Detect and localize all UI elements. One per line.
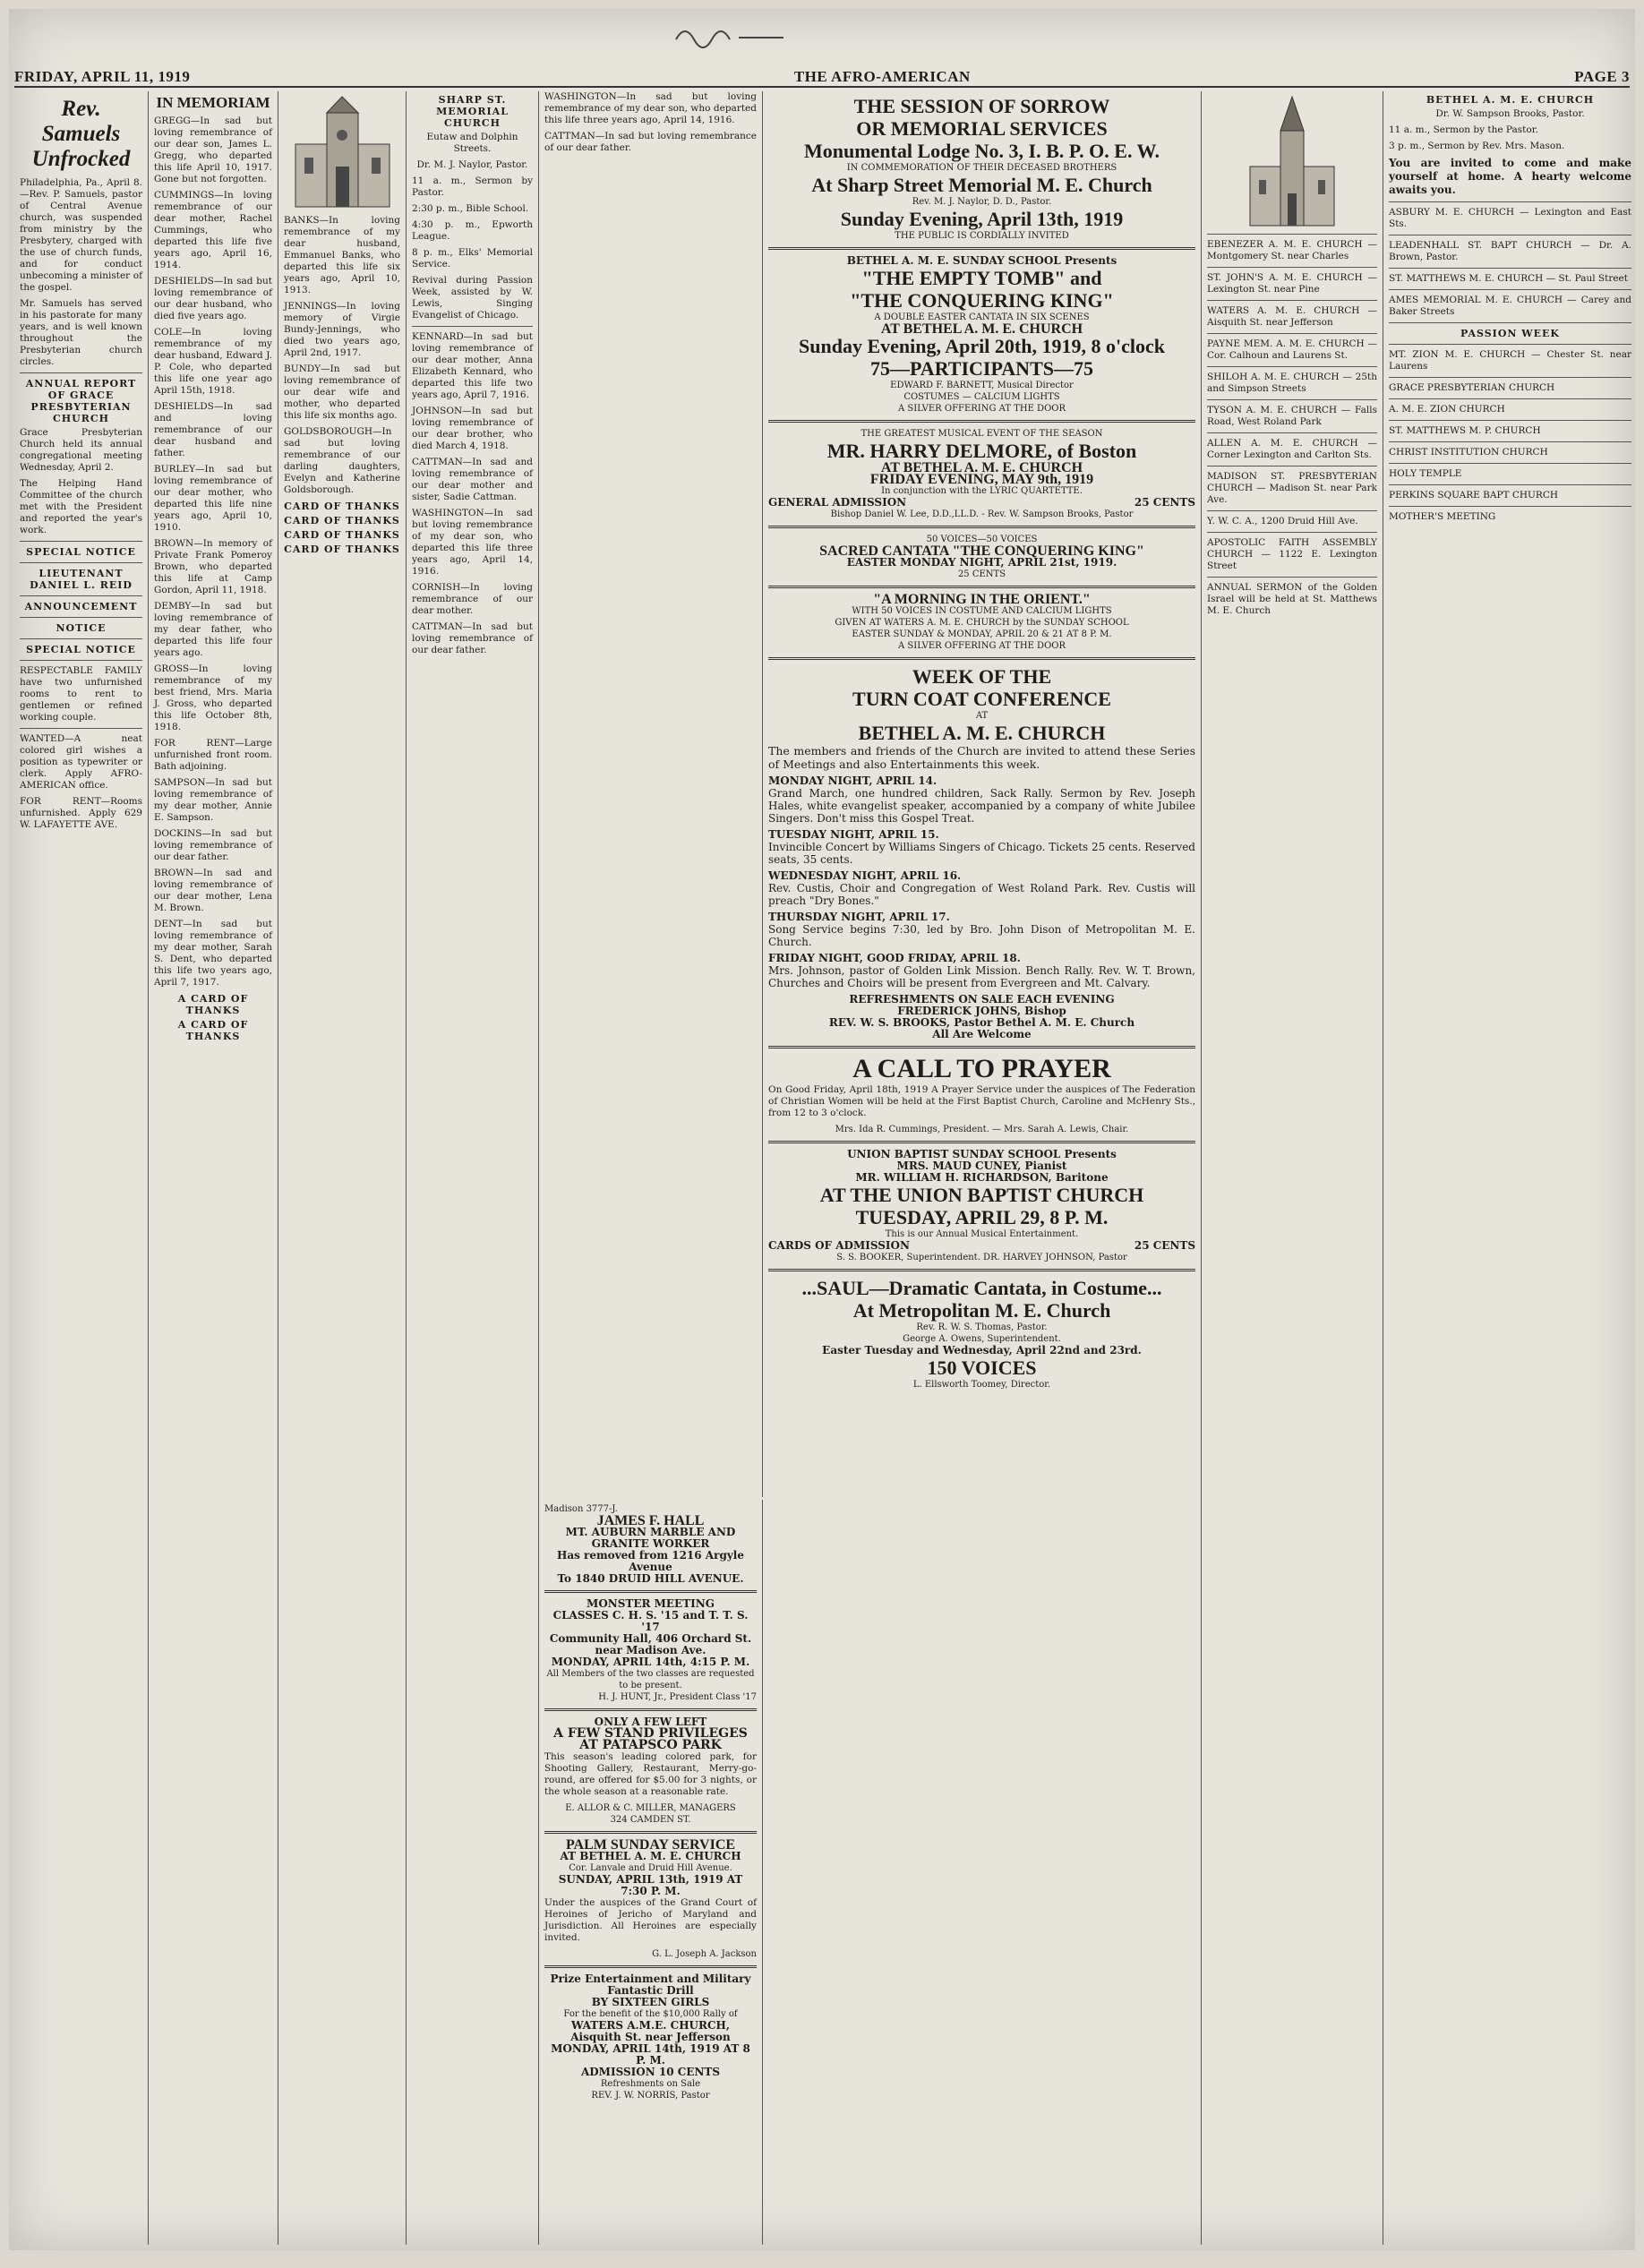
church-engraving-icon (287, 95, 398, 211)
masthead-paper: THE AFRO-AMERICAN (793, 68, 971, 85)
tc-tue-b: Invincible Concert by Williams Singers of Chicago. Tickets 25 cents. Reserved seats, 35 cents. (768, 841, 1195, 866)
col4-p0: KENNARD—In sad but loving remembrance of our dear mother, Anna Elizabeth Kennard, who departed this life two years ago, April 7, 1916. (412, 331, 533, 400)
col1-p12: FOR RENT—Rooms unfurnished. Apply 629 W. LAFAYETTE AVE. (20, 796, 142, 830)
col1-p4: The Helping Hand Committee of the church met with the President and reported the year's work. (20, 478, 142, 535)
col2-p10: SAMPSON—In sad but loving remembrance of my dear mother, Annie E. Sampson. (154, 777, 272, 823)
bss-l5: AT BETHEL A. M. E. CHURCH (880, 321, 1083, 337)
col8-i11: PERKINS SQUARE BAPT CHURCH (1389, 490, 1559, 501)
col7-i2: WATERS A. M. E. CHURCH — Aisquith St. near Jefferson (1207, 305, 1377, 328)
sorrow-l6: Rev. M. J. Naylor, D. D., Pastor. (912, 197, 1052, 207)
tc-l2: TURN COAT CONFERENCE (852, 688, 1111, 710)
in-memoriam-head: IN MEMORIAM (156, 94, 270, 111)
tc-mon-b: Grand March, one hundred children, Sack Rally. Sermon by Rev. Joseph Hales, white evangelist speaker, accompanied by a company of white Jubilee Singers. Don't miss this Gospel Treat. (768, 787, 1195, 825)
prize-church: WATERS A.M.E. CHURCH, Aisquith St. near Jefferson (570, 2019, 731, 2043)
union-ad (768, 1149, 1195, 1263)
col8-i10: HOLY TEMPLE (1389, 468, 1462, 479)
palm-addr: Cor. Lanvale and Druid Hill Avenue. (569, 1863, 732, 1873)
un-l7: CARDS OF ADMISSION (768, 1239, 910, 1252)
col8-i5: MT. ZION M. E. CHURCH — Chester St. near Laurens (1389, 349, 1631, 372)
palm-sign: G. L. Joseph A. Jackson (652, 1949, 757, 1959)
column-8 (1383, 91, 1635, 2245)
col7-i9: APOSTOLIC FAITH ASSEMBLY CHURCH — 1122 E. Lexington Street (1207, 537, 1377, 571)
prize-title: Prize Entertainment and Military Fantastic Drill (550, 1973, 751, 1997)
palm-where: AT BETHEL A. M. E. CHURCH (560, 1850, 741, 1862)
col1-h-report: ANNUAL REPORT OF GRACE PRESBYTERIAN CHURCH (25, 378, 137, 424)
saul-l7: L. Ellsworth Toomey, Director. (912, 1380, 1051, 1390)
stand-addr: 324 CAMDEN ST. (610, 1815, 691, 1825)
monster-ad (544, 1598, 757, 1703)
del-l4: FRIDAY EVENING, MAY 9th, 1919 (869, 472, 1094, 487)
col4-p5: CATTMAN—In sad but loving remembrance of our dear father. (412, 621, 533, 655)
sorrow-l1: THE SESSION OF SORROW (853, 95, 1110, 117)
hall-trade: MT. AUBURN MARBLE AND GRANITE WORKER (565, 1526, 736, 1550)
stand-body: This season's leading colored park, for Shooting Gallery, Restaurant, Merry-go-round, are offered for $5.00 for 3 nights, or the whole season at a reasonable rate. (544, 1751, 757, 1797)
col2-p6: BROWN—In memory of Private Frank Pomeroy Brown, who departed this life at Camp Gordon, April 11, 1918. (154, 538, 272, 595)
masthead (14, 64, 1630, 88)
sorrow-l7: Sunday Evening, April 13th, 1919 (840, 208, 1124, 230)
hall-ad (544, 1503, 757, 1585)
bss-l8: EDWARD F. BARNETT, Musical Director (890, 381, 1074, 390)
bss-l7: 75—PARTICIPANTS—75 (870, 357, 1093, 380)
palm-body: Under the auspices of the Grand Court of Heroines of Jericho of Maryland and Jurisdiction. All Heroines are especially invited. (544, 1897, 757, 1943)
church-steeple-icon (1243, 95, 1341, 229)
del-l5: In conjunction with the LYRIC QUARTETTE. (881, 486, 1083, 496)
col2-p11: DOCKINS—In sad but loving remembrance of our dear father. (154, 828, 272, 862)
col3-card1: CARD OF THANKS (284, 501, 400, 512)
prayer-ad (768, 1054, 1195, 1135)
col4-p1: JOHNSON—In sad but loving remembrance of our dear brother, who died March 4, 1918. (412, 406, 533, 451)
col3-card3: CARD OF THANKS (284, 529, 400, 541)
tc-wed-b: Rev. Custis, Choir and Congregation of West Roland Park. Rev. Custis will preach "Dry Bones." (768, 882, 1195, 907)
tc-l4: BETHEL A. M. E. CHURCH (858, 722, 1106, 744)
col8-i9: CHRIST INSTITUTION CHURCH (1389, 447, 1548, 458)
un-l2: MRS. MAUD CUNEY, Pianist (896, 1160, 1067, 1172)
col1-p0: Philadelphia, Pa., April 8.—Rev. P. Samuels, pastor of Central Avenue church, was suspended from ministry by the Presbytery, charged with the use of church funds, and for conduct unbecoming a minister of the gospel. (20, 177, 142, 293)
un-l4: AT THE UNION BAPTIST CHURCH (819, 1184, 1144, 1206)
col8-i1: LEADENHALL ST. BAPT CHURCH — Dr. A. Brown, Pastor. (1389, 240, 1631, 262)
col8-i8: ST. MATTHEWS M. P. CHURCH (1389, 425, 1541, 436)
saul-ad (768, 1277, 1195, 1391)
ori-l5: A SILVER OFFERING AT THE DOOR (898, 641, 1066, 651)
prize-when: MONDAY, APRIL 14th, 1919 AT 8 P. M. (551, 2042, 750, 2067)
col8-i3: AMES MEMORIAL M. E. CHURCH — Carey and Baker Streets (1389, 295, 1631, 317)
sac-l1: 50 VOICES—50 VOICES (926, 535, 1038, 544)
orient-ad (768, 594, 1195, 652)
bss-l9: COSTUMES — CALCIUM LIGHTS (903, 392, 1060, 402)
pr-l1: A CALL TO PRAYER (852, 1054, 1111, 1083)
monster-sign: H. J. HUNT, Jr., President Class '17 (598, 1692, 757, 1702)
tc-ref: REFRESHMENTS ON SALE EACH EVENING (849, 993, 1115, 1006)
un-l6: This is our Annual Musical Entertainment. (885, 1229, 1079, 1239)
col7-i0: EBENEZER A. M. E. CHURCH — Montgomery St. near Charles (1207, 239, 1377, 261)
palm-title: PALM SUNDAY SERVICE (565, 1837, 736, 1853)
tc-thu-b: Song Service begins 7:30, led by Bro. John Dison of Metropolitan M. E. Church. (768, 923, 1195, 948)
col8-i7: A. M. E. ZION CHURCH (1389, 404, 1505, 415)
hall-phone: Madison 3777-J. (544, 1504, 618, 1514)
col2-p2: DESHIELDS—In sad but loving remembrance of our dear husband, who died five years ago. (154, 276, 272, 321)
saul-l4: George A. Owens, Superintendent. (903, 1334, 1061, 1344)
col3-p1: JENNINGS—In loving memory of Virgie Bundy-Jennings, who died two years ago, April 2nd, 1917. (284, 301, 400, 358)
sorrow-l2: OR MEMORIAL SERVICES (856, 117, 1108, 140)
col3-p2: BUNDY—In sad but loving remembrance of our dear wife and mother, who departed this life six months ago. (284, 364, 400, 421)
col4-p2: CATTMAN—In sad and loving remembrance of our dear mother and sister, Sadie Cattman. (412, 457, 533, 502)
col1-p1: Mr. Samuels has served in his pastorate for many years, and is well known throughout the Presbyterian church circles. (20, 298, 142, 367)
hall-moved: Has removed from 1216 Argyle Avenue (556, 1549, 744, 1573)
col7-i6: ALLEN A. M. E. CHURCH — Corner Lexington and Carlton Sts. (1207, 438, 1377, 460)
col3-p0: BANKS—In loving remembrance of my dear husband, Emmanuel Banks, who departed this life six years ago, April 10, 1913. (284, 215, 400, 295)
col2-card1: A CARD OF THANKS (177, 993, 249, 1016)
col5-top-p1: CATTMAN—In sad but loving remembrance of our dear father. (544, 131, 757, 153)
saul-l3: Rev. R. W. S. Thomas, Pastor. (916, 1322, 1048, 1332)
column-6 (763, 91, 1202, 2245)
pr-l3: Mrs. Ida R. Cummings, President. — Mrs. Sarah A. Lewis, Chair. (835, 1125, 1129, 1134)
headline-samuels: Rev. Samuels Unfrocked (31, 97, 131, 171)
bss-l10: A SILVER OFFERING AT THE DOOR (898, 404, 1066, 414)
col2-p1: CUMMINGS—In loving remembrance of our dear mother, Rachel Cummings, who departed this life five years ago, April 16, 1914. (154, 190, 272, 270)
col1-p11: WANTED—A neat colored girl wishes a position as typewriter or clerk. Apply AFRO-AMERICAN office. (20, 733, 142, 791)
sharp-st-2: 2:30 p. m., Bible School. (412, 203, 529, 214)
stand-ad (544, 1716, 757, 1826)
bss-l2: "THE EMPTY TOMB" and (861, 267, 1102, 289)
col1-h-special2: SPECIAL NOTICE (26, 644, 136, 655)
monster-classes: CLASSES C. H. S. '15 and T. T. S. '17 (552, 1609, 749, 1633)
tc-fri: FRIDAY NIGHT, GOOD FRIDAY, APRIL 18. (768, 952, 1021, 964)
col7-i10: ANNUAL SERMON of the Golden Israel will be held at St. Matthews M. E. Church (1207, 582, 1377, 616)
col2-p3: COLE—In loving remembrance of my dear husband, Edward J. P. Cole, who departed this life one year ago April 15th, 1918. (154, 327, 272, 396)
sac-l4: 25 CENTS (957, 569, 1006, 579)
col3-card4: CARD OF THANKS (284, 543, 400, 555)
sac-l3: EASTER MONDAY NIGHT, APRIL 21st, 1919. (846, 556, 1117, 569)
prize-by: BY SIXTEEN GIRLS (591, 1996, 710, 2008)
sorrow-l8: THE PUBLIC IS CORDIALLY INVITED (895, 231, 1069, 241)
col2-p8: GROSS—In loving remembrance of my best friend, Mrs. Maria J. Gross, who departed this life October 8th, 1918. (154, 663, 272, 732)
col3-card2: CARD OF THANKS (284, 515, 400, 526)
col8-top3: 3 p. m., Sermon by Rev. Mrs. Mason. (1389, 141, 1565, 151)
del-l3: AT BETHEL A. M. E. CHURCH (880, 460, 1083, 475)
hall-name: JAMES F. HALL (596, 1513, 705, 1528)
un-l1: UNION BAPTIST SUNDAY SCHOOL Presents (847, 1148, 1117, 1160)
tc-l3: AT (975, 711, 989, 721)
col1-h-lieutenant: LIEUTENANT DANIEL L. REID (30, 568, 133, 591)
tc-mon: MONDAY NIGHT, APRIL 14. (768, 775, 938, 787)
col2-p4: DESHIELDS—In sad and loving remembrance of our dear husband and father. (154, 401, 272, 458)
handwritten-mark-icon (672, 21, 797, 56)
un-l3: MR. WILLIAM H. RICHARDSON, Baritone (855, 1171, 1109, 1184)
stand-mgr: E. ALLOR & C. MILLER, MANAGERS (565, 1803, 736, 1813)
masthead-date: FRIDAY, APRIL 11, 1919 (14, 68, 191, 85)
tc-thu: THURSDAY NIGHT, APRIL 17. (768, 911, 950, 923)
sorrow-l4: IN COMMEMORATION OF THEIR DECEASED BROTHERS (846, 163, 1117, 173)
tc-tue: TUESDAY NIGHT, APRIL 15. (768, 828, 939, 841)
prize-sign: REV. J. W. NORRIS, Pastor (591, 2091, 710, 2101)
un-l8: 25 CENTS (1134, 1239, 1195, 1252)
tc-wed: WEDNESDAY NIGHT, APRIL 16. (768, 869, 962, 882)
col1-p3: Grace Presbyterian Church held its annual congregational meeting Wednesday, April 2. (20, 427, 142, 473)
pr-l2: On Good Friday, April 18th, 1919 A Prayer Service under the auspices of The Federation of Christian Women will be held at the First Baptist Church, Caroline and McHenry Sts., from 12 to 3 o'clock. (768, 1084, 1195, 1118)
sorrow-l5: At Sharp Street Memorial M. E. Church (811, 174, 1152, 196)
monster-where: Community Hall, 406 Orchard St. near Madison Ave. (549, 1632, 752, 1656)
col8-top1: Dr. W. Sampson Brooks, Pastor. (1435, 108, 1585, 119)
col2-card2: A CARD OF THANKS (177, 1019, 249, 1042)
prize-admission: ADMISSION 10 CENTS (580, 2066, 721, 2078)
sharp-st-pastor: Dr. M. J. Naylor, Pastor. (416, 159, 528, 170)
col4-p4: CORNISH—In loving remembrance of our dear mother. (412, 582, 533, 616)
column-5 (539, 1500, 763, 2245)
prize-ad (544, 1973, 757, 2101)
column-2 (149, 91, 278, 2245)
ori-l4: EASTER SUNDAY & MONDAY, APRIL 20 & 21 AT 8 P. M. (852, 629, 1112, 639)
ori-l2: WITH 50 VOICES IN COSTUME AND CALCIUM LIGHTS (852, 606, 1112, 616)
col7-i4: SHILOH A. M. E. CHURCH — 25th and Simpson Streets (1207, 372, 1377, 394)
hall-to: To 1840 DRUID HILL AVENUE. (557, 1572, 744, 1585)
un-l5: TUESDAY, APRIL 29, 8 P. M. (855, 1206, 1109, 1228)
sharp-st-3: 4:30 p. m., Epworth League. (412, 219, 533, 242)
prize-for: For the benefit of the $10,000 Rally of (563, 2009, 738, 2019)
col2-p7: DEMBY—In sad but loving remembrance of my dear father, who departed this life four years ago. (154, 601, 272, 658)
bss-l4: A DOUBLE EASTER CANTATA IN SIX SCENES (874, 312, 1090, 322)
col4-p3: WASHINGTON—In sad but loving remembrance of my dear son, who departed this life three years ago, April 14, 1916. (412, 508, 533, 577)
col2-p9: FOR RENT—Large unfurnished front room. Bath adjoining. (154, 738, 272, 772)
saul-l5: Easter Tuesday and Wednesday, April 22nd and 23rd. (822, 1344, 1142, 1357)
col2-p5: BURLEY—In sad but loving remembrance of our dear mother, who departed this life nine years ago, April 10, 1910. (154, 464, 272, 533)
turncoat-ad (768, 665, 1195, 1040)
sorrow-ad (768, 95, 1195, 242)
stand-head: A FEW STAND PRIVILEGES AT PATAPSCO PARK (553, 1726, 748, 1752)
del-l6: GENERAL ADMISSION (768, 496, 907, 509)
monster-note: All Members of the two classes are requested to be present. (546, 1669, 755, 1690)
sharp-st-1: 11 a. m., Sermon by Pastor. (412, 175, 533, 198)
col8-top2: 11 a. m., Sermon by the Pastor. (1389, 124, 1538, 135)
col8-top0: BETHEL A. M. E. CHURCH (1426, 94, 1595, 106)
col2-p13: DENT—In sad but loving remembrance of my dear mother, Sarah S. Dent, who departed this life two years ago, April 7, 1917. (154, 919, 272, 988)
col1-p10: RESPECTABLE FAMILY have two unfurnished rooms to rent to gentlemen or refined working couple. (20, 665, 142, 723)
col7-i8: Y. W. C. A., 1200 Druid Hill Ave. (1207, 516, 1358, 526)
ori-l3: GIVEN AT WATERS A. M. E. CHURCH by the SUNDAY SCHOOL (835, 618, 1129, 628)
tc-l5: The members and friends of the Church are invited to attend these Series of Meetings and also Entertainments this week. (768, 744, 1195, 771)
col7-i1: ST. JOHN'S A. M. E. CHURCH — Lexington St. near Pine (1207, 272, 1377, 295)
del-l2: MR. HARRY DELMORE, of Boston (826, 440, 1137, 462)
tc-pastor: REV. W. S. BROOKS, Pastor Bethel A. M. E. Church (828, 1016, 1135, 1029)
bss-l1: BETHEL A. M. E. SUNDAY SCHOOL Presents (846, 254, 1117, 267)
col1-h-special1: SPECIAL NOTICE (26, 546, 136, 558)
col8-i4: PASSION WEEK (1460, 328, 1560, 339)
bss-l6: Sunday Evening, April 20th, 1919, 8 o'clock (799, 335, 1165, 357)
bss-l3: "THE CONQUERING KING" (850, 289, 1114, 312)
masthead-page: PAGE 3 (1574, 68, 1630, 85)
delmore-ad (768, 428, 1195, 520)
col7-i7: MADISON ST. PRESBYTERIAN CHURCH — Madison St. near Park Ave. (1207, 471, 1377, 505)
tc-welcome: All Are Welcome (932, 1028, 1032, 1040)
sharp-st-4: 8 p. m., Elks' Memorial Service. (412, 247, 533, 270)
col8-i12: MOTHER'S MEETING (1389, 511, 1496, 522)
col5-top-p0: WASHINGTON—In sad but loving remembrance of my dear son, who departed this life three years ago, April 14, 1916. (544, 91, 757, 125)
del-l7: 25 CENTS (1134, 496, 1195, 509)
sharp-st-head: SHARP ST. MEMORIAL CHURCH (436, 94, 509, 129)
column-3 (278, 91, 407, 2245)
col8-top4: You are invited to come and make yourself at home. A hearty welcome awaits you. (1389, 157, 1631, 196)
col8-i2: ST. MATTHEWS M. E. CHURCH — St. Paul Street (1389, 273, 1628, 284)
del-l1: THE GREATEST MUSICAL EVENT OF THE SEASON (861, 429, 1103, 439)
del-l8: Bishop Daniel W. Lee, D.D.,LL.D. - Rev. W. Sampson Brooks, Pastor (830, 509, 1134, 519)
monster-title: MONSTER MEETING (587, 1597, 715, 1610)
col8-i0: ASBURY M. E. CHURCH — Lexington and East Sts. (1389, 207, 1631, 229)
saul-l6: 150 VOICES (927, 1357, 1037, 1379)
monster-when: MONDAY, APRIL 14th, 4:15 P. M. (551, 1656, 750, 1668)
col1-h-announcement: ANNOUNCEMENT (24, 601, 138, 612)
col1-h-notice: NOTICE (56, 622, 107, 634)
col8-i6: GRACE PRESBYTERIAN CHURCH (1389, 382, 1555, 393)
stand-title: ONLY A FEW LEFT (594, 1716, 707, 1728)
column-1 (14, 91, 149, 2245)
col7-i3: PAYNE MEM. A. M. E. CHURCH — Cor. Calhoun and Laurens St. (1207, 338, 1377, 361)
column-5-top (539, 91, 763, 1497)
col2-p12: BROWN—In sad and loving remembrance of our dear mother, Lena M. Brown. (154, 868, 272, 913)
sharp-st-addr: Eutaw and Dolphin Streets. (426, 132, 518, 154)
un-l9: S. S. BOOKER, Superintendent. DR. HARVEY JOHNSON, Pastor (836, 1253, 1127, 1262)
saul-l2: At Metropolitan M. E. Church (852, 1299, 1111, 1322)
tc-l1: WEEK OF THE (912, 665, 1052, 688)
tc-bishop: FREDERICK JOHNS, Bishop (897, 1005, 1066, 1017)
column-7 (1202, 91, 1383, 2245)
palm-ad (544, 1839, 757, 1960)
sorrow-l3: Monumental Lodge No. 3, I. B. P. O. E. W. (803, 140, 1160, 162)
saul-l1: ...SAUL—Dramatic Cantata, in Costume... (801, 1277, 1162, 1299)
palm-when: SUNDAY, APRIL 13th, 1919 AT 7:30 P. M. (558, 1873, 743, 1897)
bethel-ss-ad (768, 255, 1195, 415)
sac-l2: SACRED CANTATA "THE CONQUERING KING" (819, 543, 1144, 559)
tc-fri-b: Mrs. Johnson, pastor of Golden Link Mission. Bench Rally. Rev. W. T. Brown, Churches and Choirs will be present from Evergreen and Mt. Calvary. (768, 964, 1195, 989)
prize-refresh: Refreshments on Sale (600, 2079, 701, 2089)
col3-p3: GOLDSBOROUGH—In sad but loving remembrance of our darling daughters, Evelyn and Katherine Goldsborough. (284, 426, 400, 495)
col7-i5: TYSON A. M. E. CHURCH — Falls Road, West Roland Park (1207, 405, 1377, 427)
column-4 (407, 91, 539, 2245)
sacred-ad (768, 534, 1195, 580)
sharp-st-5: Revival during Passion Week, assisted by W. Lewis, Singing Evangelist of Chicago. (412, 275, 533, 321)
col2-p0: GREGG—In sad but loving remembrance of our dear son, James L. Gregg, who departed this life April 10, 1917. Gone but not forgotten. (154, 116, 272, 184)
ori-l1: "A MORNING IN THE ORIENT." (873, 592, 1091, 607)
newspaper-page (9, 9, 1635, 2250)
